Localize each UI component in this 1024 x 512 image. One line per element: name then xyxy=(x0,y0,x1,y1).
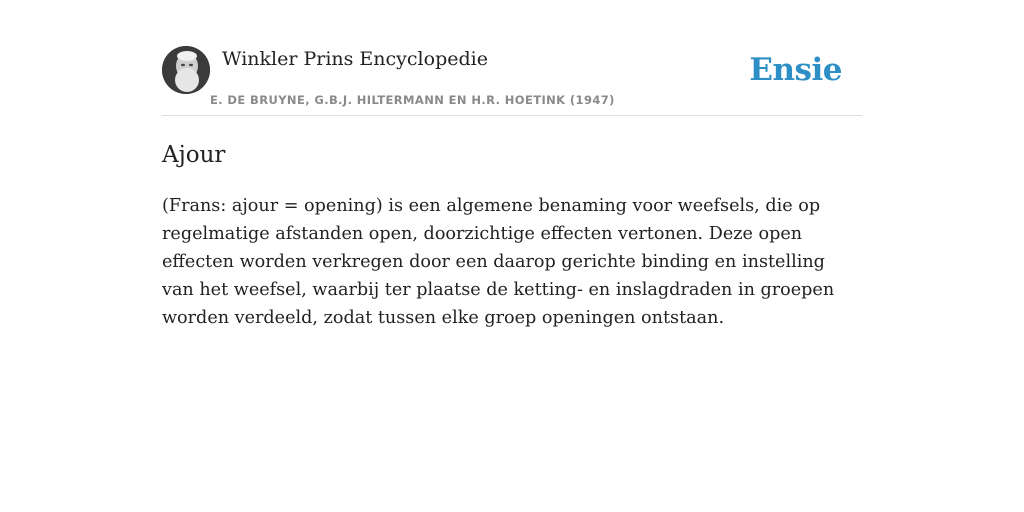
source-title[interactable]: Winkler Prins Encyclopedie xyxy=(222,48,488,70)
portrait-icon xyxy=(162,46,210,94)
ensie-logo[interactable]: Ensie xyxy=(749,52,842,88)
source-avatar-icon[interactable] xyxy=(162,46,210,94)
article-body: (Frans: ajour = opening) is een algemene benaming voor weefsels, die op regelmatige afstanden open, doorzichtige effecten vertonen. Deze open effecten worden verkregen door een daarop gerichte binding en instelling van het weefsel, waarbij ter plaatse de ketting- en inslagdraden in groepen worden verdeeld, zodat tussen elke groep openingen ontstaan. xyxy=(162,196,835,328)
page-content xyxy=(162,46,862,332)
article-title: Ajour xyxy=(162,142,226,168)
source-header xyxy=(162,46,862,116)
source-authors: E. DE BRUYNE, G.B.J. HILTERMANN EN H.R. HOETINK (1947) xyxy=(210,93,615,107)
